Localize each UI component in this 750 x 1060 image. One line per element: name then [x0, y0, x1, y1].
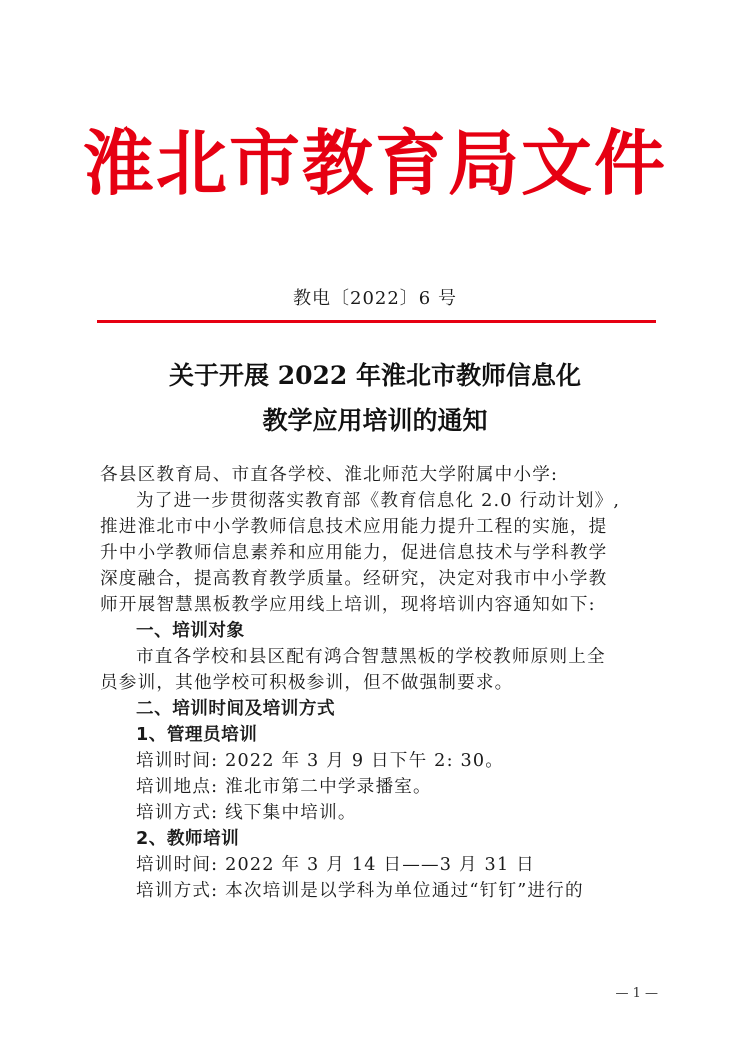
teacher-training-line: 培训方式: 本次培训是以学科为单位通过“钉钉”进行的 — [136, 881, 584, 901]
intro-line: 为了进一步贯彻落实教育部《教育信息化 2.0 行动计划》, — [136, 491, 621, 511]
admin-training-line: 培训时间: 2022 年 3 月 9 日下午 2: 30。 — [136, 751, 505, 771]
section1-line: 员参训，其他学校可积极参训，但不做强制要求。 — [100, 673, 514, 693]
admin-training-line: 培训方式: 线下集中培训。 — [136, 803, 357, 823]
intro-line: 深度融合，提高教育教学质量。经研究，决定对我市中小学教 — [100, 569, 608, 589]
intro-line: 师开展智慧黑板教学应用线上培训，现将培训内容通知如下: — [100, 595, 596, 615]
section-heading-training-targets: 一、培训对象 — [136, 621, 245, 641]
intro-line: 升中小学教师信息素养和应用能力，促进信息技术与学科教学 — [100, 543, 608, 563]
notice-title-line-2: 教学应用培训的通知 — [262, 406, 488, 435]
admin-training-line: 培训地点: 淮北市第二中学录播室。 — [136, 777, 432, 797]
subsection-heading-teacher-training: 2、教师培训 — [136, 829, 240, 849]
document-header-title: 淮北市教育局文件 — [82, 122, 667, 205]
teacher-training-line: 培训时间: 2022 年 3 月 14 日——3 月 31 日 — [136, 855, 535, 875]
page-number: — 1 — — [615, 986, 658, 1001]
intro-line: 推进淮北市中小学教师信息技术应用能力提升工程的实施，提 — [100, 517, 608, 537]
document-number: 教电〔2022〕6 号 — [293, 288, 457, 309]
document-body — [100, 462, 655, 904]
section-heading-time-and-method: 二、培训时间及培训方式 — [136, 699, 336, 719]
section1-line: 市直各学校和县区配有鸿合智慧黑板的学校教师原则上全 — [136, 647, 606, 667]
notice-title-line-1: 关于开展 2022 年淮北市教师信息化 — [169, 361, 581, 390]
red-divider — [97, 320, 656, 323]
addressee-line: 各县区教育局、市直各学校、淮北师范大学附属中小学: — [100, 465, 559, 485]
subsection-heading-admin-training: 1、管理员培训 — [136, 725, 258, 745]
